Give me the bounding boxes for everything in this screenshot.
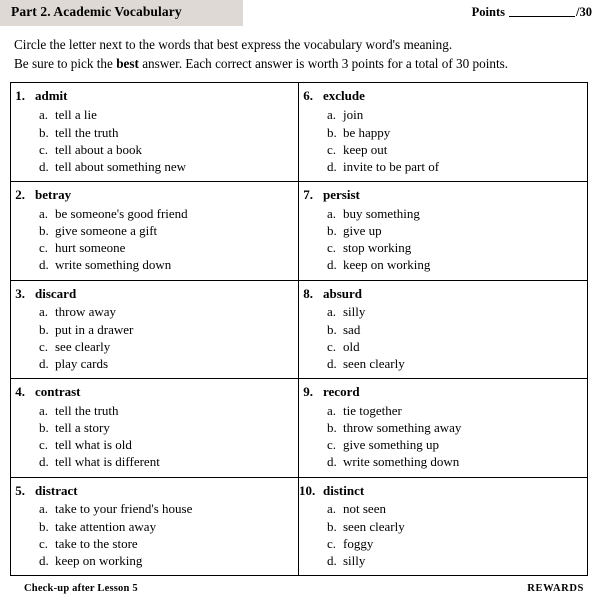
question-heading [11, 384, 298, 401]
question-number: 6. [303, 88, 313, 104]
choice-letter[interactable]: c. [327, 240, 337, 256]
choice-option[interactable] [11, 552, 298, 569]
choice-text: take to your friend's house [55, 501, 193, 517]
choice-letter[interactable]: b. [39, 518, 49, 534]
question-heading [11, 88, 298, 105]
choice-letter[interactable]: a. [327, 107, 337, 123]
choice-letter[interactable]: a. [327, 501, 337, 517]
choice-option[interactable] [299, 256, 587, 273]
choice-option[interactable] [11, 158, 298, 175]
choice-letter[interactable]: d. [327, 454, 337, 470]
choice-option[interactable] [299, 141, 587, 158]
question-heading [299, 483, 587, 500]
instructions-line-2-prefix: Be sure to pick the [14, 55, 117, 71]
question-item-4 [11, 379, 299, 477]
choice-letter[interactable]: b. [327, 321, 337, 337]
question-row [11, 478, 587, 576]
choice-option[interactable] [299, 321, 587, 338]
choice-option[interactable] [11, 303, 298, 320]
choice-letter[interactable]: c. [39, 141, 49, 157]
choice-text: give someone a gift [55, 223, 158, 239]
footer-lesson-note: Check-up after Lesson 5 [24, 583, 138, 595]
choice-letter[interactable]: a. [39, 205, 49, 221]
question-number: 4. [15, 384, 25, 400]
question-word: contrast [35, 384, 81, 400]
page-title: Part 2. Academic Vocabulary [11, 4, 182, 19]
choice-text: keep on working [343, 257, 431, 273]
choice-text: give up [343, 223, 382, 239]
choice-letter[interactable]: b. [327, 223, 337, 239]
question-item-6 [299, 83, 587, 181]
choice-text: tell about something new [55, 158, 187, 174]
choice-option[interactable] [11, 355, 298, 372]
choice-option[interactable] [11, 106, 298, 123]
question-row [11, 281, 587, 380]
choice-text: throw away [55, 304, 117, 320]
choice-letter[interactable]: b. [39, 223, 49, 239]
choice-letter[interactable]: d. [39, 257, 49, 273]
question-number: 9. [303, 384, 313, 400]
choice-letter[interactable]: a. [327, 205, 337, 221]
choice-option[interactable] [299, 303, 587, 320]
question-heading [299, 286, 587, 303]
question-word: distinct [323, 482, 365, 498]
choice-letter[interactable]: a. [39, 402, 49, 418]
choice-option[interactable] [11, 453, 298, 470]
question-item-7 [299, 182, 587, 280]
question-row [11, 379, 587, 478]
choice-letter[interactable]: c. [39, 338, 49, 354]
choice-letter[interactable]: d. [39, 158, 49, 174]
choice-letter[interactable]: b. [327, 518, 337, 534]
choice-text: play cards [55, 355, 109, 371]
question-heading [299, 187, 587, 204]
question-word: betray [35, 186, 72, 202]
choice-letter[interactable]: c. [327, 437, 337, 453]
question-item-3 [11, 281, 299, 379]
choice-text: write something down [343, 454, 460, 470]
choice-letter[interactable]: c. [39, 535, 49, 551]
choice-text: tell what is old [55, 437, 132, 453]
choice-text: sad [343, 321, 361, 337]
choice-option[interactable] [11, 402, 298, 419]
choice-letter[interactable]: c. [327, 338, 337, 354]
choice-text: join [343, 107, 364, 123]
choice-text: silly [343, 304, 366, 320]
choice-text: tell the truth [55, 402, 119, 418]
question-word: distract [35, 482, 78, 498]
choice-text: write something down [55, 257, 172, 273]
choice-text: throw something away [343, 420, 462, 436]
choice-letter[interactable]: c. [39, 437, 49, 453]
question-heading [11, 187, 298, 204]
choice-option[interactable] [11, 419, 298, 436]
question-row [11, 182, 587, 281]
choice-option[interactable] [299, 106, 587, 123]
question-item-9 [299, 379, 587, 477]
choice-text: put in a drawer [55, 321, 134, 337]
choice-letter[interactable]: c. [39, 240, 49, 256]
points-total: /30 [576, 5, 592, 19]
choice-text: take to the store [55, 535, 138, 551]
choice-letter[interactable]: d. [39, 552, 49, 568]
choice-letter[interactable]: a. [39, 107, 49, 123]
choice-option[interactable] [299, 552, 587, 569]
choice-text: be someone's good friend [55, 205, 188, 221]
page-footer [10, 583, 590, 603]
instructions-line-1: Circle the letter next to the words that best express the vocabulary word's meaning. [14, 37, 453, 52]
choice-letter[interactable]: d. [327, 257, 337, 273]
choice-letter[interactable]: b. [39, 124, 49, 140]
choice-text: invite to be part of [343, 158, 440, 174]
instructions-emphasis: best [116, 55, 139, 71]
question-item-10 [299, 478, 587, 576]
question-heading [11, 483, 298, 500]
choice-text: foggy [343, 535, 374, 551]
question-word: absurd [323, 285, 363, 301]
choice-letter[interactable]: d. [327, 552, 337, 568]
choice-letter[interactable]: a. [39, 304, 49, 320]
question-number: 10. [299, 482, 316, 498]
question-number: 7. [303, 186, 313, 202]
choice-letter[interactable]: b. [39, 321, 49, 337]
question-word: record [323, 384, 360, 400]
points-field [472, 5, 592, 20]
choice-text: seen clearly [343, 355, 405, 371]
choice-text: not seen [343, 501, 386, 517]
choice-text: buy something [343, 205, 420, 221]
question-item-5 [11, 478, 299, 576]
choice-option[interactable] [299, 453, 587, 470]
points-label: Points [471, 5, 506, 19]
choice-text: stop working [343, 240, 412, 256]
choice-option[interactable] [299, 222, 587, 239]
choice-option[interactable] [11, 500, 298, 517]
instructions [14, 36, 574, 73]
choice-letter[interactable]: c. [327, 141, 337, 157]
choice-text: keep on working [55, 552, 143, 568]
choice-text: tell the truth [55, 124, 119, 140]
choice-option[interactable] [299, 338, 587, 355]
choice-letter[interactable]: d. [39, 355, 49, 371]
choice-option[interactable] [299, 419, 587, 436]
choice-letter[interactable]: d. [327, 355, 337, 371]
choice-text: tell a lie [55, 107, 97, 123]
question-item-1 [11, 83, 299, 181]
choice-option[interactable] [299, 158, 587, 175]
choice-option[interactable] [11, 256, 298, 273]
choice-text: old [343, 338, 360, 354]
question-number: 2. [15, 186, 25, 202]
choice-option[interactable] [11, 205, 298, 222]
choice-option[interactable] [11, 124, 298, 141]
choice-option[interactable] [11, 141, 298, 158]
choice-option[interactable] [299, 535, 587, 552]
choice-text: hurt someone [55, 240, 126, 256]
choice-letter[interactable]: d. [39, 454, 49, 470]
choice-text: keep out [343, 141, 388, 157]
footer-brand: REWARDS [527, 583, 584, 595]
choice-option[interactable] [11, 338, 298, 355]
choice-option[interactable] [11, 436, 298, 453]
question-number: 1. [15, 88, 25, 104]
choice-option[interactable] [299, 355, 587, 372]
choice-option[interactable] [11, 239, 298, 256]
choice-text: give something up [343, 437, 440, 453]
question-heading [11, 286, 298, 303]
choice-text: tell about a book [55, 141, 143, 157]
choice-text: take attention away [55, 518, 157, 534]
question-item-8 [299, 281, 587, 379]
choice-letter[interactable]: b. [327, 124, 337, 140]
question-word: exclude [323, 88, 365, 104]
page-header [0, 0, 600, 26]
question-number: 8. [303, 285, 313, 301]
choice-text: be happy [343, 124, 391, 140]
points-blank[interactable] [509, 5, 575, 17]
instructions-line-2-suffix: answer. Each correct answer is worth 3 points for a total of 30 points. [138, 55, 509, 71]
choice-letter[interactable]: b. [327, 420, 337, 436]
question-word: persist [323, 186, 360, 202]
question-grid [10, 82, 588, 576]
question-heading [299, 88, 587, 105]
choice-option[interactable] [299, 402, 587, 419]
choice-option[interactable] [299, 239, 587, 256]
choice-letter[interactable]: b. [39, 420, 49, 436]
choice-option[interactable] [11, 518, 298, 535]
choice-option[interactable] [299, 518, 587, 535]
choice-letter[interactable]: a. [327, 304, 337, 320]
question-word: discard [35, 285, 77, 301]
question-number: 3. [15, 285, 25, 301]
choice-letter[interactable]: d. [327, 158, 337, 174]
choice-text: see clearly [55, 338, 111, 354]
question-row [11, 83, 587, 182]
instructions-line-2 [14, 55, 574, 74]
choice-option[interactable] [299, 500, 587, 517]
choice-option[interactable] [299, 436, 587, 453]
choice-option[interactable] [11, 321, 298, 338]
choice-text: seen clearly [343, 518, 405, 534]
choice-option[interactable] [299, 205, 587, 222]
choice-letter[interactable]: c. [327, 535, 337, 551]
choice-option[interactable] [11, 222, 298, 239]
choice-text: tell a story [55, 420, 110, 436]
question-heading [299, 384, 587, 401]
choice-letter[interactable]: a. [327, 402, 337, 418]
choice-text: tell what is different [55, 454, 160, 470]
choice-option[interactable] [11, 535, 298, 552]
question-word: admit [35, 88, 68, 104]
choice-letter[interactable]: a. [39, 501, 49, 517]
choice-option[interactable] [299, 124, 587, 141]
question-number: 5. [15, 482, 25, 498]
question-item-2 [11, 182, 299, 280]
choice-text: tie together [343, 402, 402, 418]
choice-text: silly [343, 552, 366, 568]
